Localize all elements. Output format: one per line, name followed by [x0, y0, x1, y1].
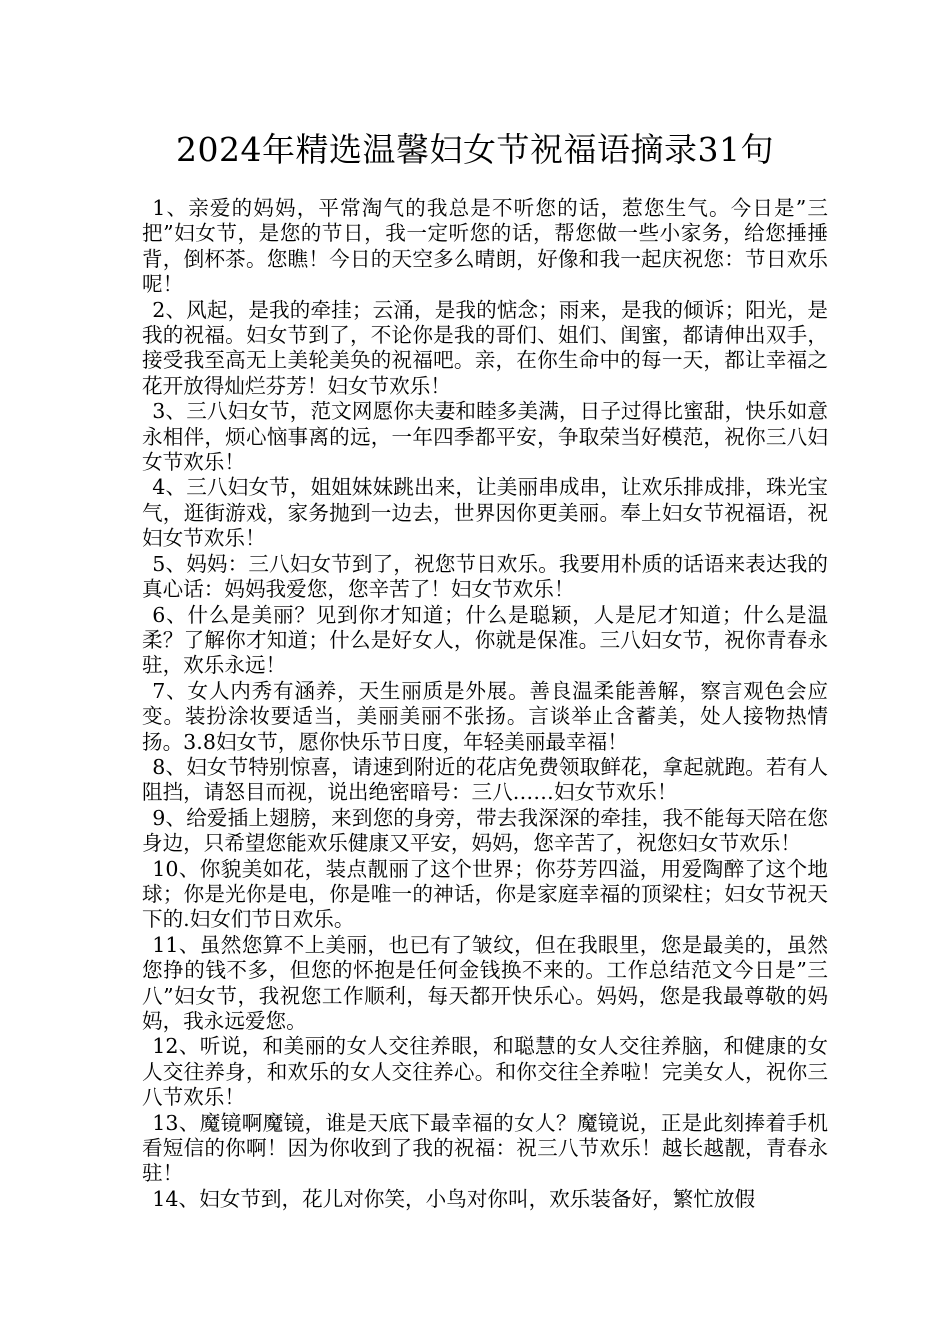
document-body	[142, 196, 828, 1212]
paragraph-5: 5、妈妈：三八妇女节到了，祝您节日欢乐。我要用朴质的话语来表达我的真心话：妈妈我爱您，您辛苦了！妇女节欢乐！	[142, 551, 828, 602]
document-title: 2024年精选温馨妇女节祝福语摘录31句	[176, 130, 774, 169]
paragraph-11: 11、虽然您算不上美丽，也已有了皱纹，但在我眼里，您是最美的，虽然您挣的钱不多，但您的怀抱是任何金钱换不来的。工作总结范文今日是”三八”妇女节，我祝您工作顺利，每天都开快乐心。妈妈，您是我最尊敬的妈妈，我永远爱您。	[142, 932, 828, 1033]
paragraph-9: 9、给爱插上翅膀，来到您的身旁，带去我深深的牵挂，我不能每天陪在您身边，只希望您能欢乐健康又平安，妈妈，您辛苦了，祝您妇女节欢乐！	[142, 805, 828, 856]
paragraph-7: 7、女人内秀有涵养，天生丽质是外展。善良温柔能善解，察言观色会应变。装扮涂妆要适当，美丽美丽不张扬。言谈举止含蓄美，处人接物热情扬。3.8妇女节，愿你快乐节日度，年轻美丽最幸福！	[142, 678, 828, 754]
paragraph-3: 3、三八妇女节，范文网愿你夫妻和睦多美满，日子过得比蜜甜，快乐如意永相伴，烦心恼事离的远，一年四季都平安，争取荣当好模范，祝你三八妇女节欢乐！	[142, 399, 828, 475]
paragraph-8: 8、妇女节特别惊喜，请速到附近的花店免费领取鲜花，拿起就跑。若有人阻挡，请怒目而视，说出绝密暗号：三八……妇女节欢乐！	[142, 754, 828, 805]
paragraph-13: 13、魔镜啊魔镜，谁是天底下最幸福的女人？魔镜说，正是此刻捧着手机看短信的你啊！因为你收到了我的祝福：祝三八节欢乐！越长越靓，青春永驻！	[142, 1110, 828, 1186]
paragraph-10: 10、你貌美如花，装点靓丽了这个世界；你芬芳四溢，用爱陶醉了这个地球；你是光你是电，你是唯一的神话，你是家庭幸福的顶梁柱；妇女节祝天下的.妇女们节日欢乐。	[142, 856, 828, 932]
paragraph-4: 4、三八妇女节，姐姐妹妹跳出来，让美丽串成串，让欢乐排成排，珠光宝气，逛街游戏，家务抛到一边去，世界因你更美丽。奉上妇女节祝福语，祝妇女节欢乐！	[142, 475, 828, 551]
paragraph-6: 6、什么是美丽？见到你才知道；什么是聪颖，人是尼才知道；什么是温柔？了解你才知道；什么是好女人，你就是保准。三八妇女节，祝你青春永驻，欢乐永远！	[142, 602, 828, 678]
paragraph-12: 12、听说，和美丽的女人交往养眼，和聪慧的女人交往养脑，和健康的女人交往养身，和欢乐的女人交往养心。和你交往全养啦！完美女人，祝你三八节欢乐！	[142, 1034, 828, 1110]
paragraph-2: 2、风起，是我的牵挂；云涌，是我的惦念；雨来，是我的倾诉；阳光，是我的祝福。妇女节到了，不论你是我的哥们、姐们、闺蜜，都请伸出双手，接受我至高无上美轮美奂的祝福吧。亲，在你生命中的每一天，都让幸福之花开放得灿烂芬芳！妇女节欢乐！	[142, 297, 828, 398]
paragraph-1: 1、亲爱的妈妈，平常淘气的我总是不听您的话，惹您生气。今日是”三把”妇女节，是您的节日，我一定听您的话，帮您做一些小家务，给您捶捶背，倒杯茶。您瞧！今日的天空多么晴朗，好像和我一起庆祝您：节日欢乐呢！	[142, 196, 828, 297]
paragraph-14: 14、妇女节到，花儿对你笑，小鸟对你叫，欢乐装备好，繁忙放假	[152, 1186, 756, 1211]
